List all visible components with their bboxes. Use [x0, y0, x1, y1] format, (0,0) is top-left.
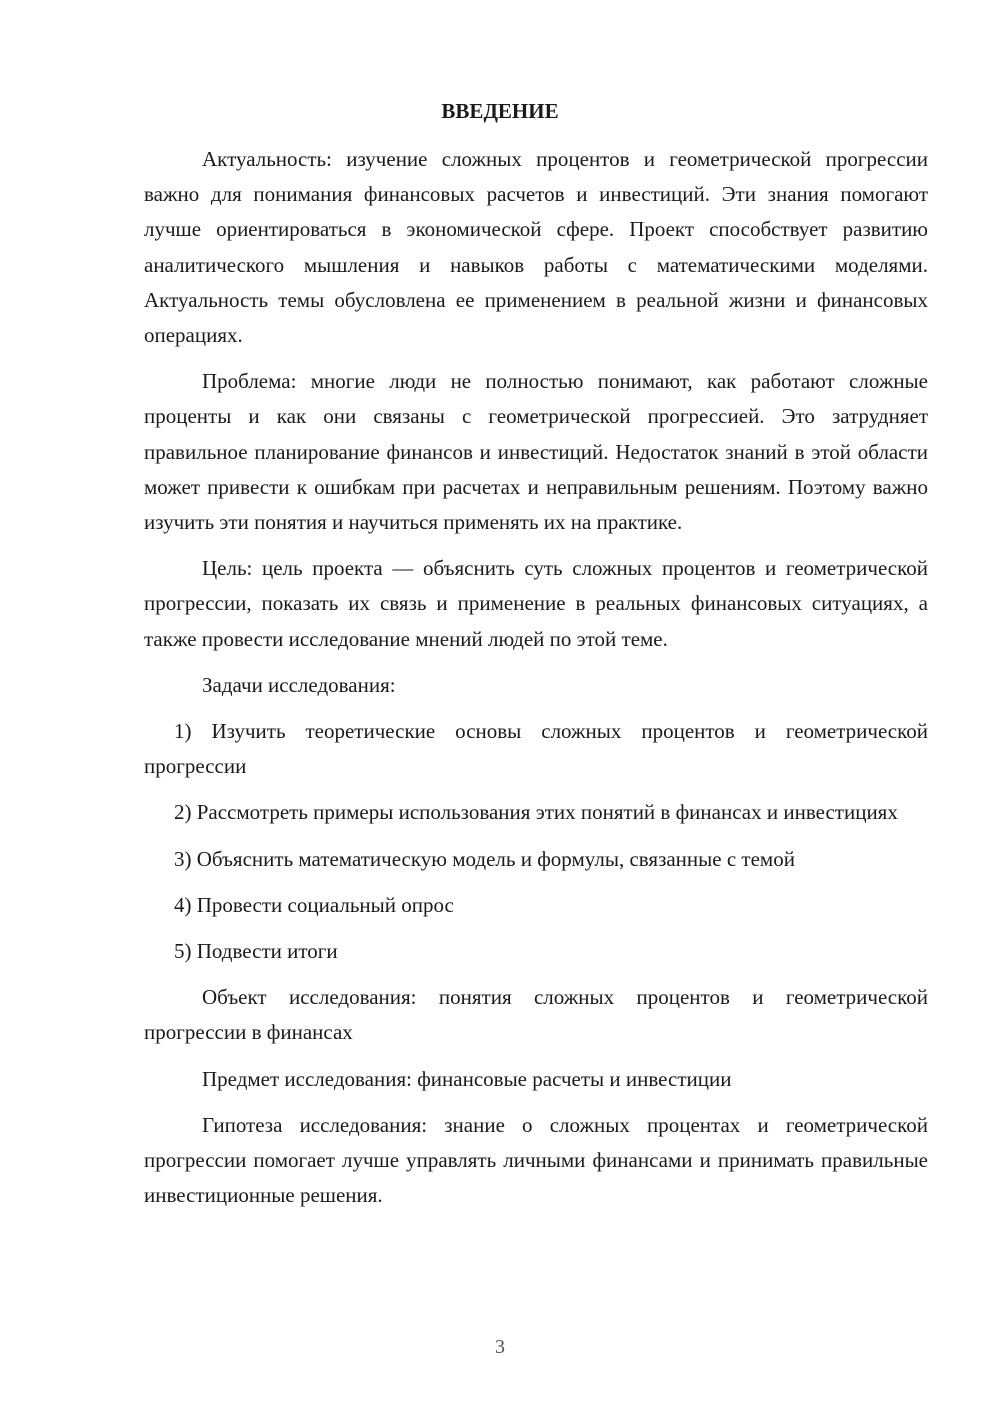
section-title: ВВЕДЕНИЕ: [441, 99, 559, 123]
page-number: 3: [495, 1336, 505, 1358]
paragraph-problem: Проблема: многие люди не полностью понимают, как работают сложные проценты и как они связаны с геометрической прогрессией. Это затрудняет правильное планирование финансов и инвестиций. Недостаток знаний в этой области может привести к ошибкам при расчетах и неправильным решениям. Поэтому важно изучить эти понятия и научиться применять их на практике.: [144, 369, 928, 535]
task-item: 1) Изучить теоретические основы сложных процентов и геометрической прогрессии: [144, 719, 928, 779]
task-item: 3) Объяснить математическую модель и формулы, связанные с темой: [174, 846, 795, 871]
paragraph-object: Объект исследования: понятия сложных процентов и геометрической прогрессии в финансах: [144, 985, 928, 1045]
tasks-heading: Задачи исследования:: [202, 672, 396, 697]
paragraph-goal: Цель: цель проекта — объяснить суть сложных процентов и геометрической прогрессии, показать их связь и применение в реальных финансовых ситуациях, а также провести исследование мнений людей по этой теме.: [144, 556, 928, 651]
paragraph-subject: Предмет исследования: финансовые расчеты и инвестиции: [202, 1066, 732, 1091]
task-item: 5) Подвести итоги: [174, 939, 338, 964]
paragraph-relevance: Актуальность: изучение сложных процентов и геометрической прогрессии важно для понимания финансовых расчетов и инвестиций. Эти знания помогают лучше ориентироваться в экономической сфере. Проект способствует развитию аналитического мышления и навыков работы с математическими моделями. Актуальность темы обусловлена ее применением в реальной жизни и финансовых операциях.: [144, 147, 928, 348]
document-body: [144, 142, 928, 1213]
task-item: 4) Провести социальный опрос: [174, 892, 454, 917]
paragraph-hypothesis: Гипотеза исследования: знание о сложных процентах и геометрической прогрессии помогает лучше управлять личными финансами и принимать правильные инвестиционные решения.: [144, 1112, 928, 1208]
task-item: 2) Рассмотреть примеры использования этих понятий в финансах и инвестициях: [174, 800, 898, 825]
